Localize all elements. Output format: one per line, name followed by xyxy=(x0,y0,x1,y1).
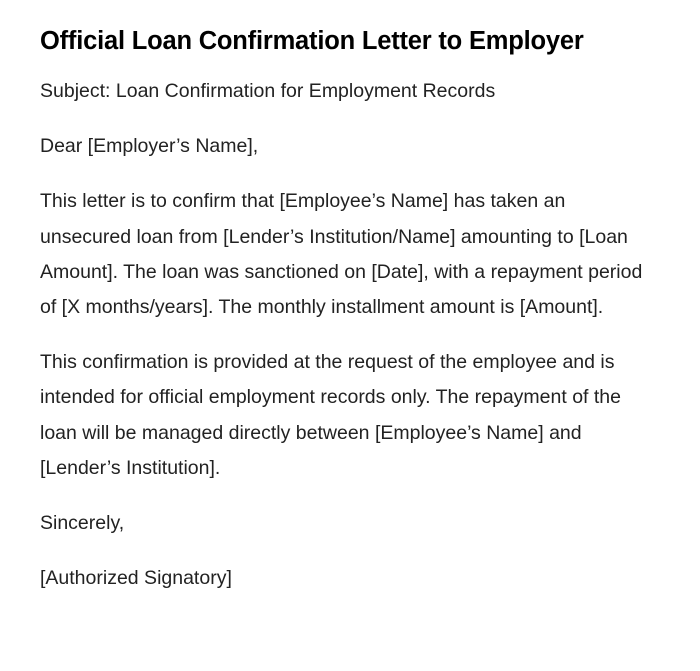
letter-body-paragraph-2: This confirmation is provided at the request of the employee and is intended for official employment records only. The repayment of the loan will be managed directly between [Employee’s Name] and [Lender’s Institution]. xyxy=(40,351,621,479)
letter-closing: Sincerely, xyxy=(40,512,125,535)
letter-title: Official Loan Confirmation Letter to Employer xyxy=(40,27,584,55)
letter-body-paragraph-1: This letter is to confirm that [Employee’s Name] has taken an unsecured loan from [Lender’s Institution/Name] amounting to [Loan Amount]. The loan was sanctioned on [Date], with a repayment period of [X months/years]. The monthly installment amount is [Amount]. xyxy=(40,190,643,319)
letter-signature: [Authorized Signatory] xyxy=(40,567,232,590)
letter-document xyxy=(40,24,650,596)
letter-subject: Subject: Loan Confirmation for Employment Records xyxy=(40,80,496,102)
letter-greeting: Dear [Employer’s Name], xyxy=(40,135,259,158)
